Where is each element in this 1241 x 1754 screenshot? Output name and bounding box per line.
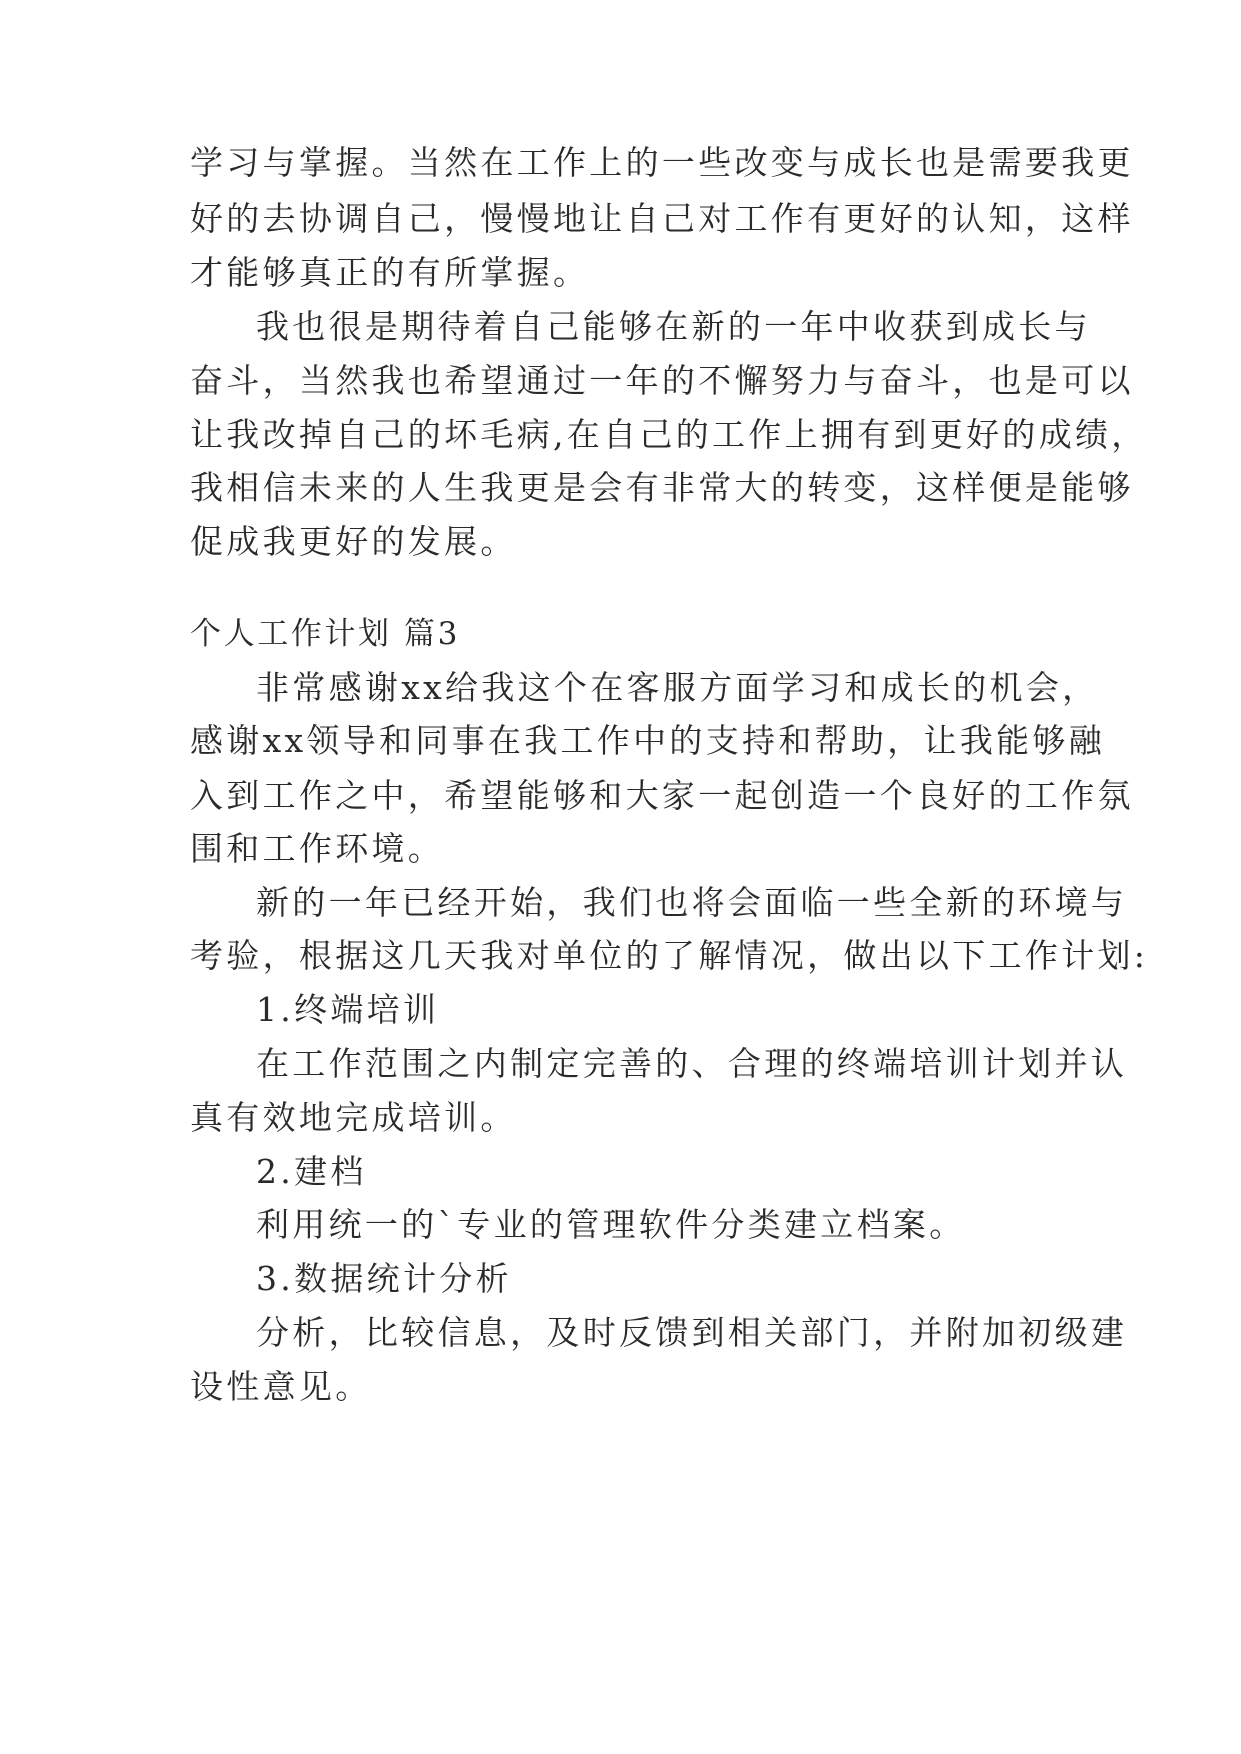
paragraph-line: 感谢xx领导和同事在我工作中的支持和帮助，让我能够融 [190,721,1106,760]
paragraph-line: 好的去协调自己，慢慢地让自己对工作有更好的认知，这样 [190,199,1134,238]
item-title: 1.终端培训 [256,990,440,1029]
paragraph-line: 新的一年已经开始，我们也将会面临一些全新的环境与 [256,883,1128,922]
paragraph-line: 学习与掌握。当然在工作上的一些改变与成长也是需要我更 [190,143,1134,182]
paragraph-line: 利用统一的`专业的管理软件分类建立档案。 [256,1205,966,1244]
paragraph-line: 才能够真正的有所掌握。 [190,253,590,292]
item-title: 2.建档 [256,1152,367,1191]
paragraph-line: 围和工作环境。 [190,829,445,868]
paragraph-line: 入到工作之中，希望能够和大家一起创造一个良好的工作氛 [190,776,1134,815]
paragraph-line: 分析，比较信息，及时反馈到相关部门，并附加初级建 [256,1313,1128,1352]
paragraph-line: 我也很是期待着自己能够在新的一年中收获到成长与 [256,307,1091,346]
item-title: 3.数据统计分析 [256,1259,512,1298]
paragraph-line: 真有效地完成培训。 [190,1098,517,1137]
paragraph-line: 考验，根据这几天我对单位的了解情况，做出以下工作计划: [190,936,1149,975]
paragraph-line: 我相信未来的人生我更是会有非常大的转变，这样便是能够 [190,468,1134,507]
paragraph-line: 非常感谢xx给我这个在客服方面学习和成长的机会， [256,668,1099,707]
paragraph-line: 奋斗，当然我也希望通过一年的不懈努力与奋斗，也是可以 [190,361,1134,400]
paragraph-line: 促成我更好的发展。 [190,522,517,561]
section-heading: 个人工作计划 篇3 [190,616,460,652]
paragraph-line: 在工作范围之内制定完善的、合理的终端培训计划并认 [256,1044,1128,1083]
paragraph-line: 设性意见。 [190,1367,372,1406]
paragraph-line: 让我改掉自己的坏毛病,在自己的工作上拥有到更好的成绩， [190,415,1148,454]
